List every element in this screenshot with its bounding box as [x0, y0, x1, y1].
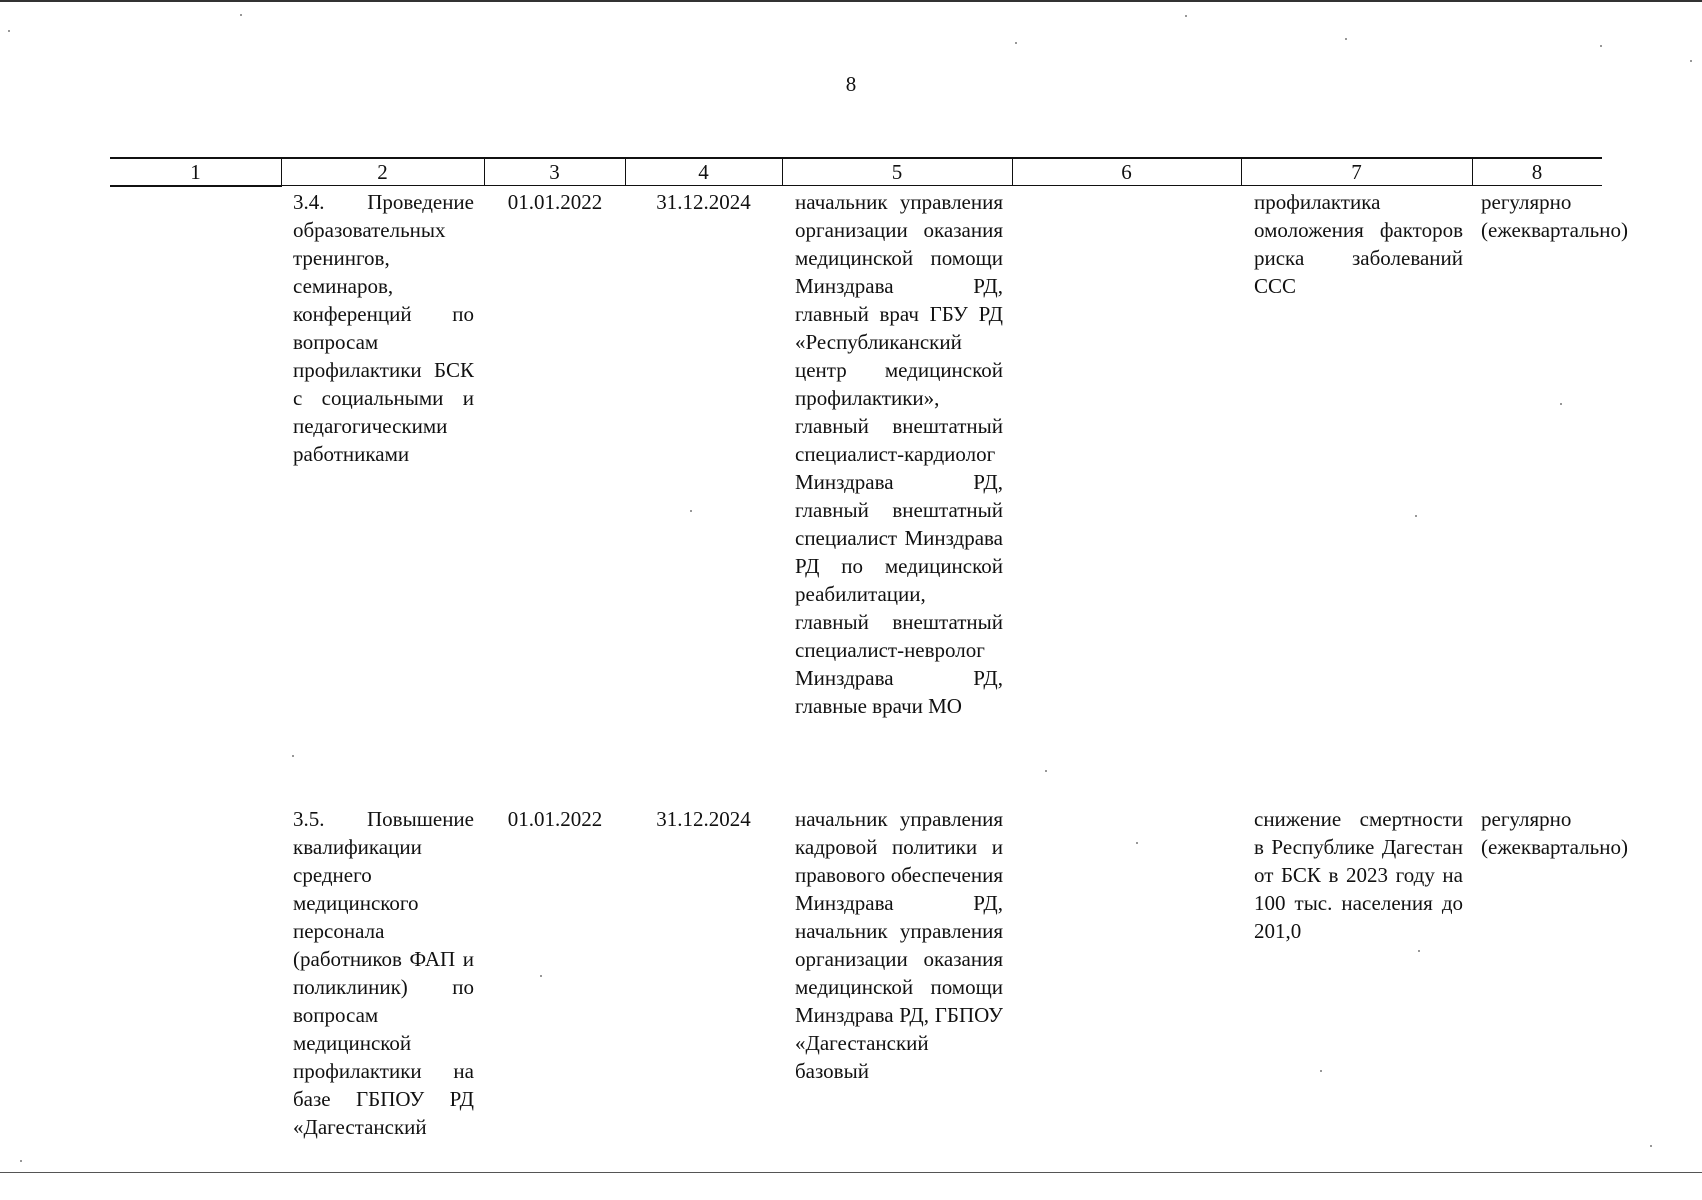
header-cell-8: 8 — [1531, 160, 1543, 184]
scan-speck — [690, 510, 692, 512]
result-cell: профилактика омоложения факторов риска заболеваний ССС — [1254, 190, 1463, 298]
measure-cell: 3.4. Проведение образовательных тренингов, семинаров, конференций по вопросам профилактики БСК с социальными и педагогическими работниками — [293, 190, 474, 466]
scan-speck — [292, 755, 294, 757]
scan-bottom-edge — [0, 1172, 1702, 1173]
scan-speck — [1600, 45, 1602, 47]
scan-speck — [8, 30, 10, 32]
page-number: 8 — [845, 72, 857, 96]
scan-speck — [1136, 842, 1138, 844]
scan-speck — [1690, 60, 1692, 62]
scan-speck — [1650, 1145, 1652, 1147]
frequency-cell: регулярно (ежеквартально) — [1481, 190, 1628, 242]
responsible-cell: начальник управления организации оказания медицинской помощи Минздрава РД, главный врач ГБУ РД «Республиканский центр медицинской профилактики», главный внештатный специалист-кардиолог Минздрава РД, главный внештатный специалист Минздрава РД по медицинской реабилитации, главный внештатный специалист-невролог Минздрава РД, главные врачи МО — [795, 190, 1003, 718]
scan-speck — [1320, 1070, 1322, 1072]
header-cell-3: 3 — [549, 160, 560, 184]
scan-speck — [1185, 15, 1187, 17]
start-date-cell: 01.01.2022 — [507, 807, 603, 831]
scan-speck — [1345, 38, 1347, 40]
header-cell-1: 1 — [190, 160, 201, 184]
header-cell-5: 5 — [891, 160, 903, 184]
scan-speck — [1015, 42, 1017, 44]
header-cell-4: 4 — [698, 160, 709, 184]
start-date-cell: 01.01.2022 — [507, 190, 603, 214]
header-cell-6: 6 — [1121, 160, 1132, 184]
header-rule-bottom — [110, 185, 1602, 186]
scan-top-edge — [0, 0, 1702, 2]
scan-speck — [1045, 770, 1047, 772]
scan-speck — [1560, 403, 1562, 405]
result-cell: снижение смертности в Республике Дагестан от БСК в 2023 году на 100 тыс. населения до 201,0 — [1254, 807, 1463, 943]
scan-speck — [240, 14, 242, 16]
end-date-cell: 31.12.2024 — [656, 807, 751, 831]
responsible-cell: начальник управления кадровой политики и правового обеспечения Минздрава РД, начальник управления организации оказания медицинской помощи Минздрава РД, ГБПОУ «Дагестанский базовый — [795, 807, 1003, 1083]
frequency-cell: регулярно (ежеквартально) — [1481, 807, 1628, 859]
header-rule-left — [110, 186, 282, 187]
measure-cell: 3.5. Повышение квалификации среднего медицинского персонала (работников ФАП и поликлиник) по вопросам медицинской профилактики на базе ГБПОУ РД «Дагестанский — [293, 807, 474, 1139]
scan-speck — [1415, 515, 1417, 517]
scan-speck — [1418, 950, 1420, 952]
scan-speck — [20, 1160, 22, 1162]
end-date-cell: 31.12.2024 — [656, 190, 751, 214]
header-cell-2: 2 — [377, 160, 388, 184]
scan-speck — [540, 975, 542, 977]
header-cell-7: 7 — [1351, 160, 1362, 184]
